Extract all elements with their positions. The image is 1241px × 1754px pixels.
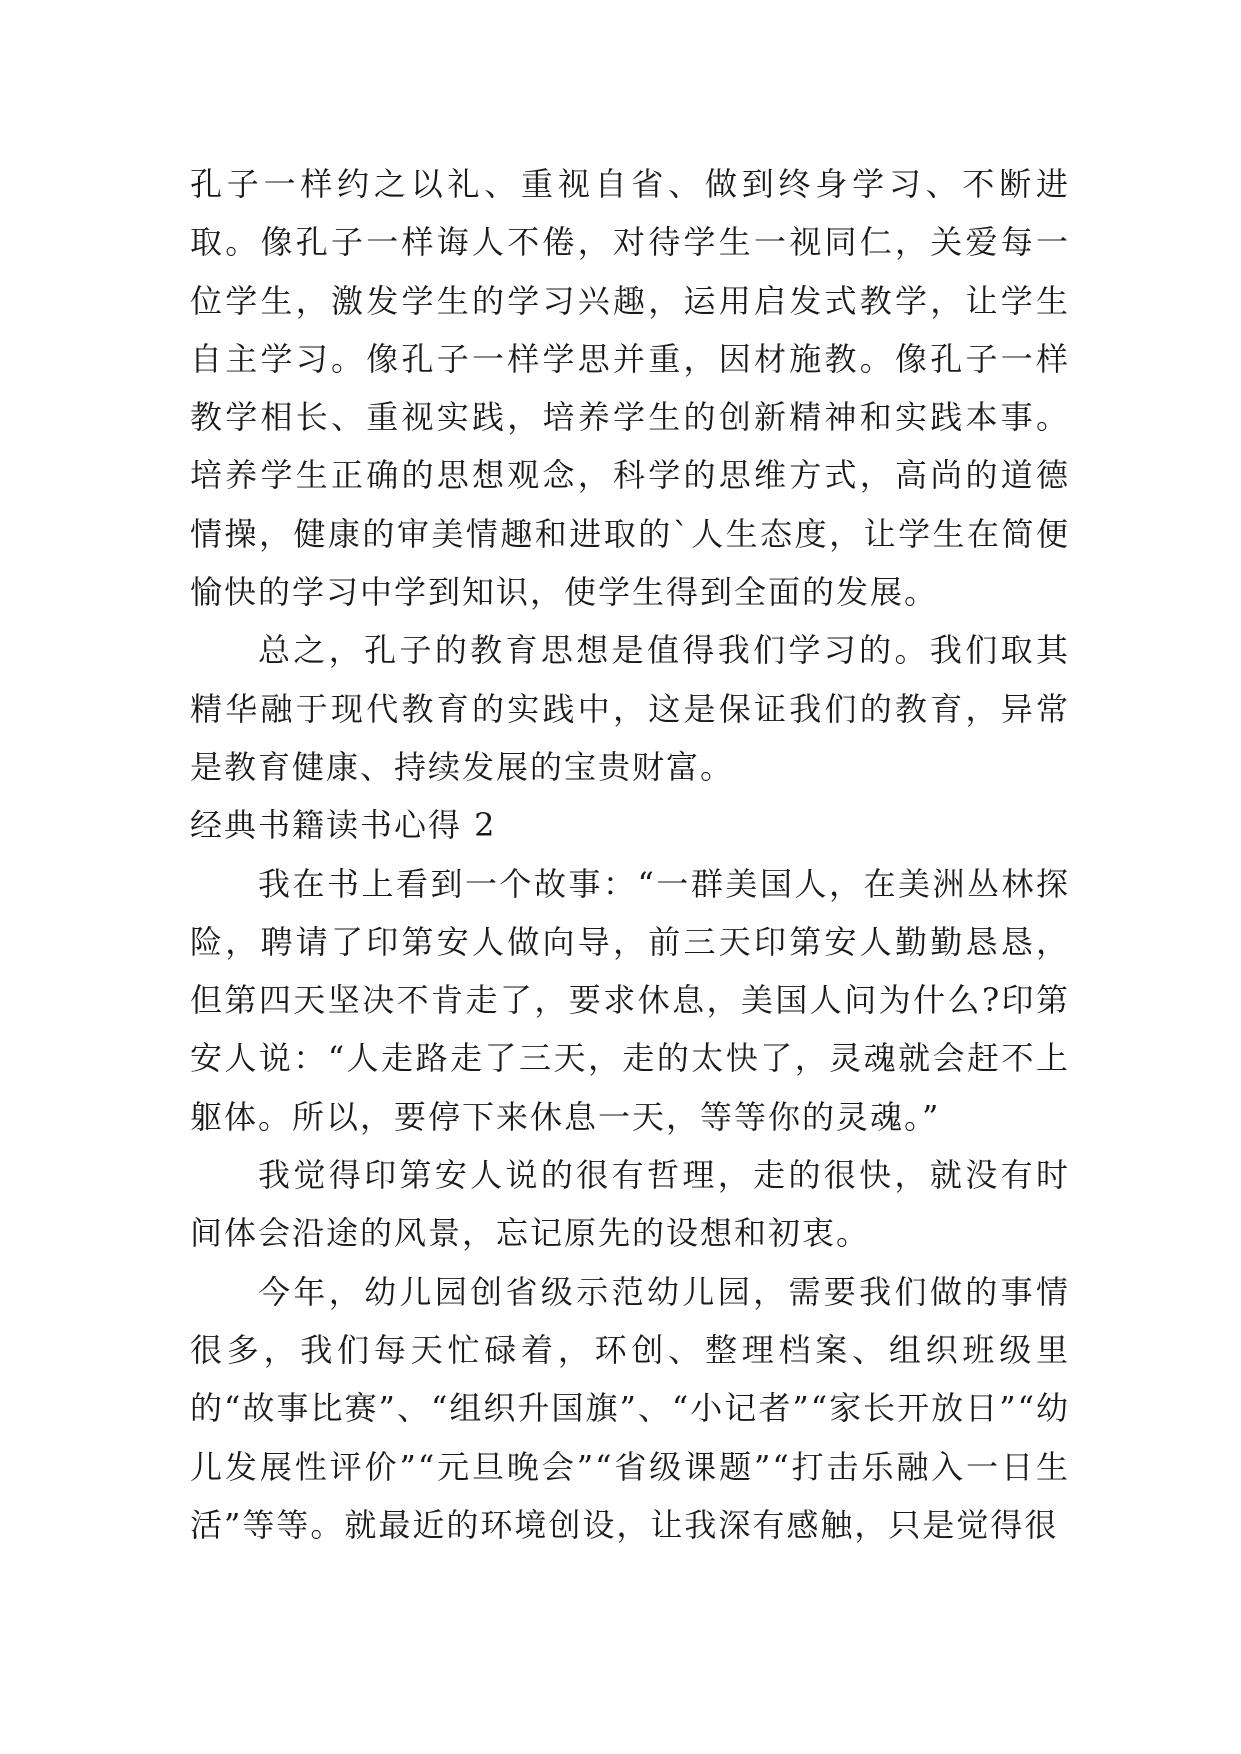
paragraph-conclusion: 总之，孔子的教育思想是值得我们学习的。我们取其精华融于现代教育的实践中，这是保证我们的教育，异常是教育健康、持续发展的宝贵财富。 <box>190 631 1070 786</box>
paragraph-continuation: 孔子一样约之以礼、重视自省、做到终身学习、不断进取。像孔子一样诲人不倦，对待学生一视同仁，关爱每一位学生，激发学生的学习兴趣，运用启发式教学，让学生自主学习。像孔子一样学思并重，因材施教。像孔子一样教学相长、重视实践，培养学生的创新精神和实践本事。培养学生正确的思想观念，科学的思维方式，高尚的道德情操，健康的审美情趣和进取的`人生态度，让学生在简便愉快的学习中学到知识，使学生得到全面的发展。 <box>190 165 1070 612</box>
paragraph-reflection: 我觉得印第安人说的很有哲理，走的很快，就没有时间体会沿途的风景，忘记原先的设想和初衷。 <box>190 1156 1070 1253</box>
document-body <box>190 155 1070 1554</box>
section-title: 经典书籍读书心得 2 <box>190 806 497 845</box>
paragraph-story: 我在书上看到一个故事：“一群美国人，在美洲丛林探险，聘请了印第安人做向导，前三天印第安人勤勤恳恳，但第四天坚决不肯走了，要求休息，美国人问为什么?印第安人说：“人走路走了三天，走的太快了，灵魂就会赶不上躯体。所以，要停下来休息一天，等等你的灵魂。” <box>190 864 1070 1136</box>
paragraph-current: 今年，幼儿园创省级示范幼儿园，需要我们做的事情很多，我们每天忙碌着，环创、整理档案、组织班级里的“故事比赛”、“组织升国旗”、“小记者”“家长开放日”“幼儿发展性评价”“元旦晚会”“省级课题”“打击乐融入一日生活”等等。就最近的环境创设，让我深有感触，只是觉得很 <box>190 1272 1070 1544</box>
